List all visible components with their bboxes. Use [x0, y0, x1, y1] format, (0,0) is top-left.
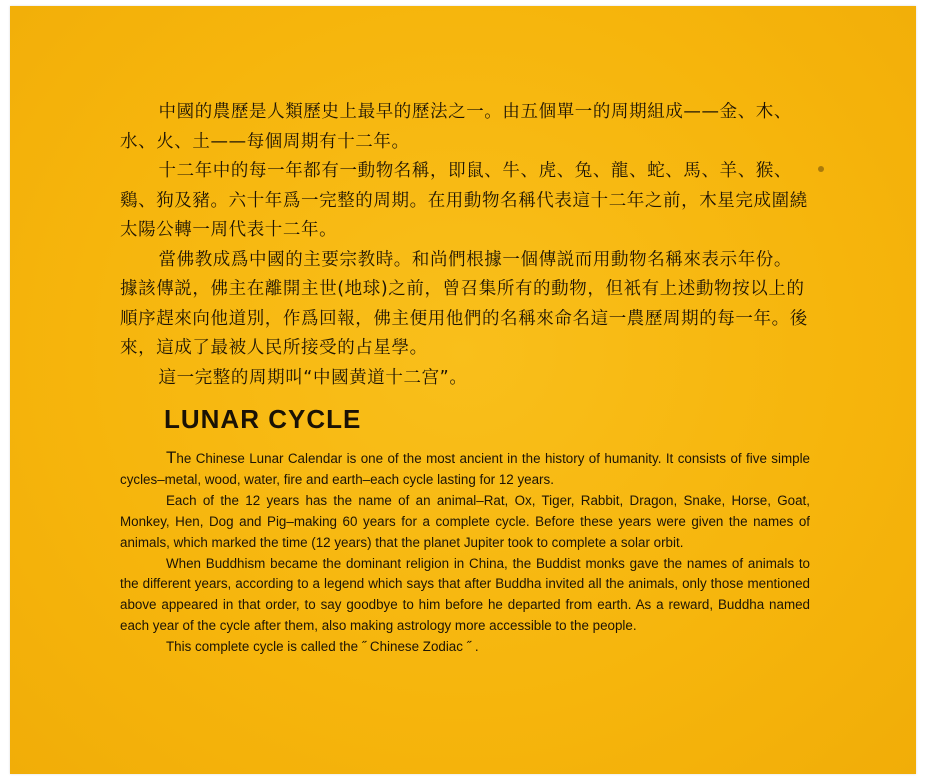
section-title: LUNAR CYCLE [164, 404, 362, 434]
english-text-block [120, 448, 810, 658]
drop-cap: T [166, 448, 177, 467]
yellow-panel [10, 6, 916, 774]
chinese-text-block [120, 98, 810, 393]
english-paragraph-1 [120, 448, 810, 491]
english-paragraph-2: Each of the 12 years has the name of an animal–Rat, Ox, Tiger, Rabbit, Dragon, Snake, Horse, Goat, Monkey, Hen, Dog and Pig–making 60 years for a complete cycle. Before these years were given the names of animals, which marked the time (12 years) that the planet Jupiter took to complete a solar orbit. [120, 492, 810, 550]
english-paragraph-1-text: he Chinese Lunar Calendar is one of the most ancient in the history of humanity. It consists of five simple cycles–metal, wood, water, fire and earth–each cycle lasting for 12 years. [120, 451, 810, 487]
chinese-paragraph-2: 十二年中的每一年都有一動物名稱，即鼠、牛、虎、兔、龍、蛇、馬、羊、猴、鷄、狗及豬。六十年爲一完整的周期。在用動物名稱代表這十二年之前，木星完成圍繞太陽公轉一周代表十二年。 [120, 161, 808, 240]
english-paragraph-4: This complete cycle is called the ˝ Chinese Zodiac ˝ . [166, 639, 479, 655]
english-paragraph-3: When Buddhism became the dominant religion in China, the Buddist monks gave the names of animals to the different years, according to a legend which says that after Buddha invited all the animals, only those mentioned above appeared in that order, to say goodbye to him before he departed from earth. As a reward, Buddha named each year of the cycle after them, also making astrology more accessible to the people. [120, 555, 810, 634]
speck-mark [818, 166, 824, 172]
chinese-paragraph-4: 這一完整的周期叫“中國黄道十二宫”。 [158, 367, 468, 388]
chinese-paragraph-1: 中國的農歷是人類歷史上最早的歷法之一。由五個單一的周期組成——金、木、水、火、土——每個周期有十二年。 [120, 102, 792, 152]
chinese-paragraph-3: 當佛教成爲中國的主要宗教時。和尚們根據一個傳説而用動物名稱來表示年份。據該傳説，佛主在離開主世(地球)之前，曾召集所有的動物，但衹有上述動物按以上的順序趕來向他道別，作爲回報，佛主便用他們的名稱來命名這一農歷周期的每一年。後來，這成了最被人民所接受的占星學。 [120, 249, 808, 358]
